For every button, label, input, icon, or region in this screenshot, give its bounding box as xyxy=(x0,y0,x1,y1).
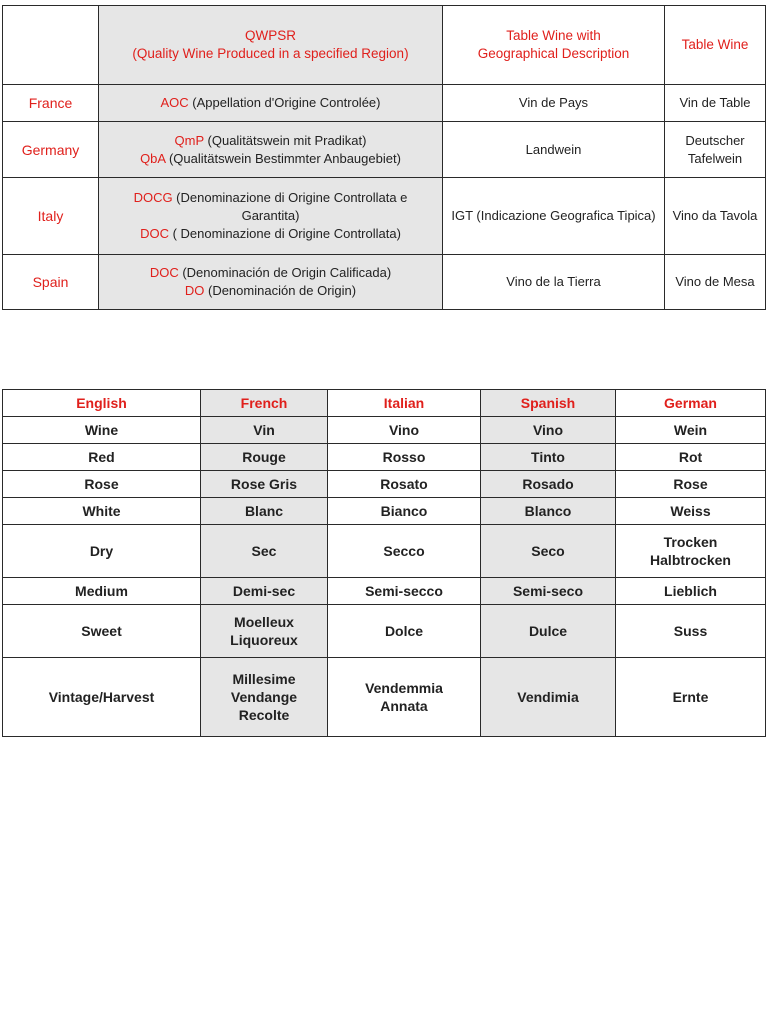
vocab-cell-german xyxy=(616,658,766,737)
vocab-term: Red xyxy=(88,449,115,465)
vocab-cell-german xyxy=(616,605,766,658)
vocab-body xyxy=(3,417,766,737)
vocab-cell-spanish xyxy=(481,578,616,605)
country-cell: France xyxy=(3,85,99,122)
qwpsr-abbr: DOC xyxy=(149,265,179,280)
vocab-cell-italian xyxy=(328,605,481,658)
vocab-term: Secco xyxy=(383,543,425,559)
vocab-cell-italian xyxy=(328,658,481,737)
vocab-term: Vendimia xyxy=(517,689,579,705)
vocab-cell-english xyxy=(3,498,201,525)
vocab-term: Annata xyxy=(380,698,428,714)
vocab-term: Rosso xyxy=(382,449,426,465)
classification-row-italy xyxy=(3,178,766,255)
vocab-cell-french xyxy=(201,498,328,525)
vocab-cell-spanish xyxy=(481,525,616,578)
vocab-term: Semi-seco xyxy=(512,583,584,599)
qwpsr-entry xyxy=(103,225,438,243)
vocab-row-white xyxy=(3,498,766,525)
vocab-term: Seco xyxy=(531,543,565,559)
country-cell: Germany xyxy=(3,122,99,178)
vocab-header-german: German xyxy=(616,390,766,417)
vocab-cell-spanish xyxy=(481,658,616,737)
vocab-term: Millesime xyxy=(232,671,296,687)
vocab-row-rose xyxy=(3,471,766,498)
vocab-term: Rosato xyxy=(380,476,428,492)
vocab-term: Blanco xyxy=(524,503,572,519)
vocab-row-medium xyxy=(3,578,766,605)
vocab-cell-spanish xyxy=(481,498,616,525)
vocab-term: Weiss xyxy=(670,503,711,519)
vocab-term: White xyxy=(82,503,121,519)
vocab-cell-german xyxy=(616,417,766,444)
vocab-term: Dulce xyxy=(528,623,568,639)
qwpsr-entry xyxy=(103,264,438,282)
qwpsr-desc: (Denominación de Origin) xyxy=(204,283,357,298)
qwpsr-abbr: DOCG xyxy=(133,190,173,205)
vocab-header-english: English xyxy=(3,390,201,417)
wine-vocabulary-table xyxy=(2,389,766,737)
vocab-term: Tinto xyxy=(531,449,565,465)
qwpsr-desc: (Qualitätswein Bestimmter Anbaugebiet) xyxy=(165,150,401,166)
table-wine-cell xyxy=(665,122,766,178)
vocab-cell-german xyxy=(616,525,766,578)
vocab-cell-english xyxy=(3,444,201,471)
vocab-term: Rose xyxy=(673,476,708,492)
vocab-cell-french xyxy=(201,605,328,658)
vocab-row-wine xyxy=(3,417,766,444)
table-wine-cell: Vino da Tavola xyxy=(665,178,766,255)
vocab-term: Bianco xyxy=(380,503,428,519)
geo-wine-cell: Landwein xyxy=(443,122,665,178)
vocab-cell-english xyxy=(3,471,201,498)
vocab-cell-german xyxy=(616,578,766,605)
qwpsr-entry xyxy=(103,132,438,150)
geo-wine-cell: IGT (Indicazione Geografica Tipica) xyxy=(443,178,665,255)
vocab-cell-italian xyxy=(328,471,481,498)
header-qwpsr-abbr: QWPSR xyxy=(244,28,296,43)
table-wine-line1: Deutscher xyxy=(685,132,745,148)
country-cell: Spain xyxy=(3,255,99,310)
vocab-cell-french xyxy=(201,471,328,498)
vocab-term: Rouge xyxy=(242,449,286,465)
vocab-term: Dolce xyxy=(384,623,424,639)
vocab-term: Rosado xyxy=(522,476,574,492)
vocab-term: Blanc xyxy=(244,503,284,519)
qwpsr-abbr: DO xyxy=(184,283,205,298)
header-empty-cell xyxy=(3,6,99,85)
vocab-cell-german xyxy=(616,498,766,525)
vocab-term: Halbtrocken xyxy=(650,552,731,568)
vocab-term: Vendange xyxy=(230,689,298,705)
qwpsr-desc: (Qualitätswein mit Pradikat) xyxy=(203,132,367,148)
qwpsr-entry xyxy=(103,150,438,168)
qwpsr-cell xyxy=(99,85,443,122)
vocab-header-italian: Italian xyxy=(328,390,481,417)
header-table-wine-geo-line2: Geographical Description xyxy=(477,46,630,61)
vocab-row-dry xyxy=(3,525,766,578)
vocab-header-spanish: Spanish xyxy=(481,390,616,417)
qwpsr-desc: (Denominación de Origin Calificada) xyxy=(178,265,392,280)
vocab-cell-english xyxy=(3,658,201,737)
vocab-row-sweet xyxy=(3,605,766,658)
qwpsr-abbr: DOC xyxy=(140,226,169,241)
vocab-term: Trocken xyxy=(663,534,718,550)
header-table-wine: Table Wine xyxy=(665,6,766,85)
header-qwpsr xyxy=(99,6,443,85)
header-table-wine-geo xyxy=(443,6,665,85)
vocab-row-red xyxy=(3,444,766,471)
classification-row-spain xyxy=(3,255,766,310)
qwpsr-cell xyxy=(99,122,443,178)
qwpsr-cell xyxy=(99,255,443,310)
qwpsr-abbr: QbA xyxy=(140,150,166,166)
vocab-cell-english xyxy=(3,525,201,578)
vocab-term: Vino xyxy=(388,422,420,438)
vocab-cell-italian xyxy=(328,444,481,471)
vocab-cell-english xyxy=(3,578,201,605)
vocab-cell-french xyxy=(201,658,328,737)
vocab-cell-spanish xyxy=(481,444,616,471)
qwpsr-abbr: AOC xyxy=(160,95,189,110)
vocab-cell-english xyxy=(3,417,201,444)
qwpsr-desc: (Denominazione di Origine Controllata e Garantita) xyxy=(172,190,408,223)
header-qwpsr-full: (Quality Wine Produced in a specified Region) xyxy=(132,46,409,61)
qwpsr-cell xyxy=(99,178,443,255)
vocab-header-french: French xyxy=(201,390,328,417)
country-cell: Italy xyxy=(3,178,99,255)
qwpsr-entry xyxy=(103,94,438,112)
vocab-term: Rot xyxy=(678,449,703,465)
vocab-header-row xyxy=(3,390,766,417)
classification-row-germany xyxy=(3,122,766,178)
vocab-term: Dry xyxy=(89,543,114,559)
geo-wine-cell: Vin de Pays xyxy=(443,85,665,122)
vocab-term: Medium xyxy=(75,583,128,599)
vocab-cell-italian xyxy=(328,525,481,578)
vocab-cell-german xyxy=(616,444,766,471)
table-wine-cell: Vino de Mesa xyxy=(665,255,766,310)
geo-wine-cell: Vino de la Tierra xyxy=(443,255,665,310)
vocab-cell-french xyxy=(201,578,328,605)
wine-classification-table xyxy=(2,5,766,310)
qwpsr-desc: (Appellation d'Origine Controlée) xyxy=(188,95,381,110)
vocab-term: Rose xyxy=(84,476,119,492)
vocab-row-vintage-harvest xyxy=(3,658,766,737)
table-wine-line2: Tafelwein xyxy=(687,150,743,166)
vocab-cell-german xyxy=(616,471,766,498)
vocab-term: Wine xyxy=(84,422,119,438)
vocab-term: Sec xyxy=(251,543,277,559)
qwpsr-abbr: QmP xyxy=(174,132,204,148)
vocab-term: Vin xyxy=(253,422,275,438)
vocab-cell-italian xyxy=(328,498,481,525)
classification-header-row xyxy=(3,6,766,85)
vocab-cell-english xyxy=(3,605,201,658)
vocab-cell-french xyxy=(201,417,328,444)
vocab-cell-italian xyxy=(328,578,481,605)
table-wine-cell: Vin de Table xyxy=(665,85,766,122)
vocab-cell-spanish xyxy=(481,471,616,498)
vocab-term: Rose Gris xyxy=(230,476,298,492)
vocab-term: Vintage/Harvest xyxy=(48,689,155,705)
qwpsr-entry xyxy=(103,189,438,225)
vocab-cell-italian xyxy=(328,417,481,444)
vocab-cell-french xyxy=(201,525,328,578)
vocab-term: Demi-sec xyxy=(232,583,296,599)
vocab-term: Sweet xyxy=(81,623,122,639)
vocab-term: Vendemmia xyxy=(365,680,443,696)
vocab-term: Semi-secco xyxy=(365,583,443,599)
vocab-term: Vino xyxy=(532,422,564,438)
classification-row-france xyxy=(3,85,766,122)
vocab-cell-spanish xyxy=(481,417,616,444)
vocab-term: Wein xyxy=(673,422,708,438)
vocab-term: Recolte xyxy=(238,707,290,723)
qwpsr-entry xyxy=(103,282,438,300)
vocab-term: Lieblich xyxy=(664,583,717,599)
vocab-term: Suss xyxy=(673,623,708,639)
qwpsr-desc: ( Denominazione di Origine Controllata) xyxy=(168,226,401,241)
vocab-term: Ernte xyxy=(672,689,709,705)
header-table-wine-geo-line1: Table Wine with xyxy=(506,28,601,43)
vocab-term: Moelleux xyxy=(234,614,294,630)
vocab-term: Liquoreux xyxy=(230,632,298,648)
vocab-cell-french xyxy=(201,444,328,471)
vocab-cell-spanish xyxy=(481,605,616,658)
